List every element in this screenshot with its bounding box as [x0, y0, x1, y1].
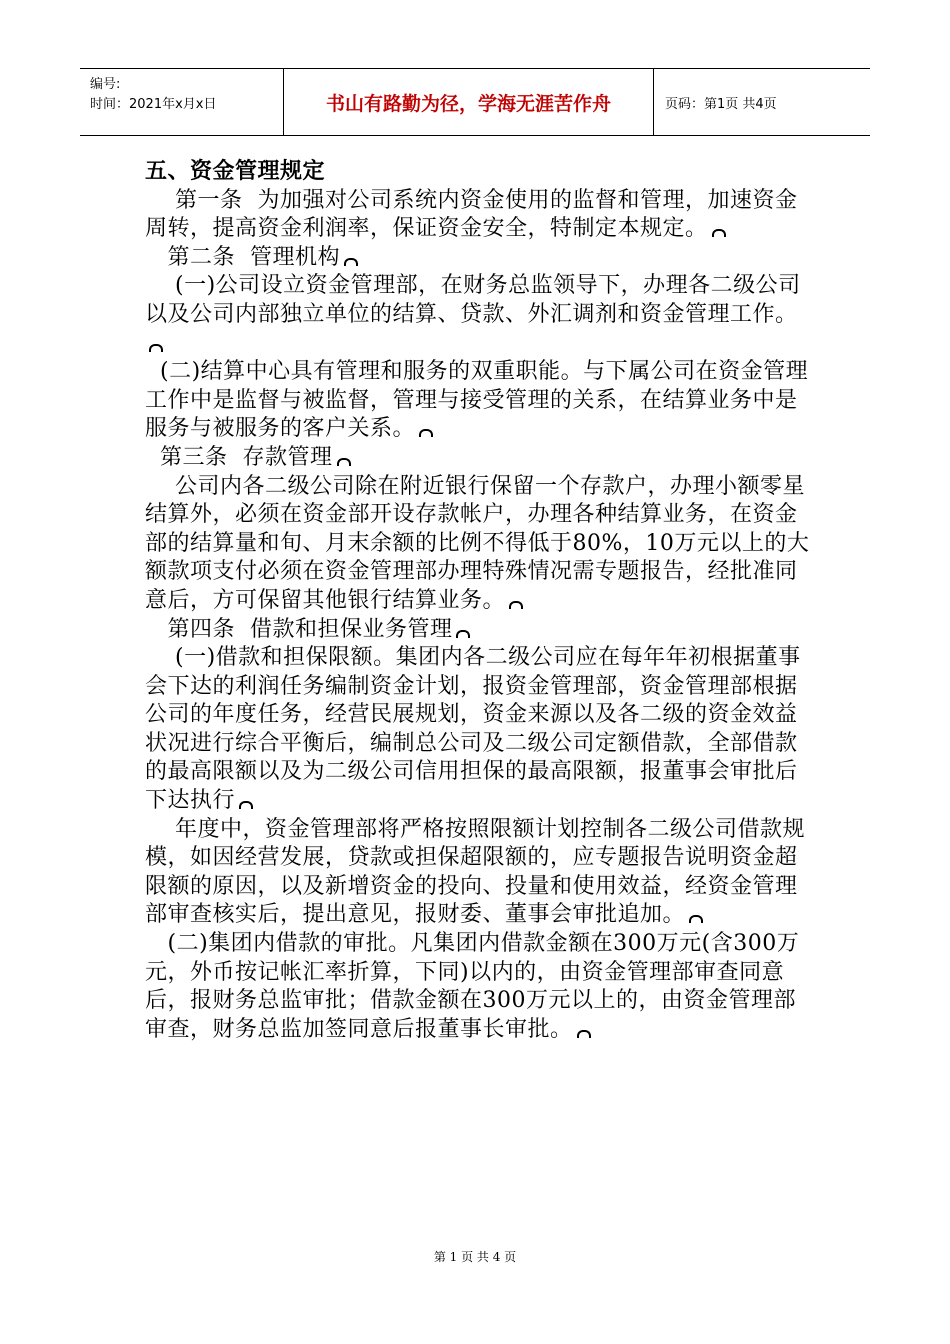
paragraph-mark-icon	[577, 1030, 591, 1038]
paragraph-4-1: (一)借款和担保限额。集团内各二级公司应在每年年初根据董事会下达的利润任务编制资金计划，报资金管理部，资金管理部根据公司的年度任务，经营民展规划，资金来源以及各二级的资金效益状况进行综合平衡后，编制总公司及二级公司定额借款，全部借款的最高限额以及为二级公司信用担保的最高限额，报董事会审批后下达执行	[145, 645, 801, 814]
paragraph-4-2: (二)集团内借款的审批。凡集团内借款金额在300万元(含300万元，外币按记帐汇率折算，下同)以内的，由资金管理部审查同意后，报财务总监审批；借款金额在300万元以上的，由资金管理部审查，财务总监加签同意后报董事长审批。	[145, 931, 800, 1042]
paragraph-mark-icon	[509, 601, 523, 609]
serial-label: 编号:	[90, 77, 121, 92]
header-page-info: 页码：第1页 共4页	[665, 96, 777, 112]
paragraph-article-1: 第一条 为加强对公司系统内资金使用的监督和管理，加速资金周转，提高资金利润率，保证资金安全，特制定本规定。	[145, 187, 798, 242]
paragraph-article-4: 第四条 借款和担保业务管理	[145, 616, 810, 645]
paragraph-article-2: 第二条 管理机构	[145, 244, 810, 273]
header-table	[80, 68, 870, 136]
paragraph-mark-icon	[689, 915, 703, 923]
time-label: 时间：2021年x月x日	[90, 97, 217, 112]
paragraph-2-2: (二)结算中心具有管理和服务的双重职能。与下属公司在资金管理工作中是监督与被监督，管理与接受管理的关系，在结算业务中是服务与被服务的客户关系。	[145, 359, 809, 442]
paragraph-3-body: 公司内各二级公司除在附近银行保留一个存款户，办理小额零星结算外，必须在资金部开设存款帐户，办理各种结算业务，在资金部的结算量和旬、月末余额的比例不得低于80%，10万元以上的大额款项支付必须在资金管理部办理特殊情况需专题报告，经批准同意后，方可保留其他银行结算业务。	[145, 473, 810, 613]
paragraph-mark-icon	[419, 429, 433, 437]
page-footer: 第 1 页 共 4 页	[433, 1250, 517, 1264]
document-body	[145, 158, 810, 1044]
paragraph-article-3: 第三条 存款管理	[145, 444, 810, 473]
paragraph-mark-icon	[344, 258, 358, 266]
header-motto: 书山有路勤为径，学海无涯苦作舟	[284, 69, 654, 135]
paragraph-mark-icon	[239, 801, 253, 809]
paragraph-mark-icon	[337, 458, 351, 466]
paragraph-mark-icon	[456, 630, 470, 638]
header-left-cell	[80, 69, 284, 135]
paragraph-4-1-cont: 年度中，资金管理部将严格按照限额计划控制各二级公司借款规模，如因经营发展，贷款或担保超限额的，应专题报告说明资金超限额的原因，以及新增资金的投向、投量和使用效益，经资金管理部审查核实后，提出意见，报财委、董事会审批追加。	[145, 816, 805, 928]
section-title: 五、资金管理规定	[145, 159, 326, 184]
paragraph-mark-icon	[712, 229, 726, 237]
paragraph-2-1: (一)公司设立资金管理部，在财务总监领导下，办理各二级公司以及公司内部独立单位的结算、贷款、外汇调剂和资金管理工作。	[145, 272, 810, 358]
paragraph-mark-icon	[149, 344, 163, 352]
